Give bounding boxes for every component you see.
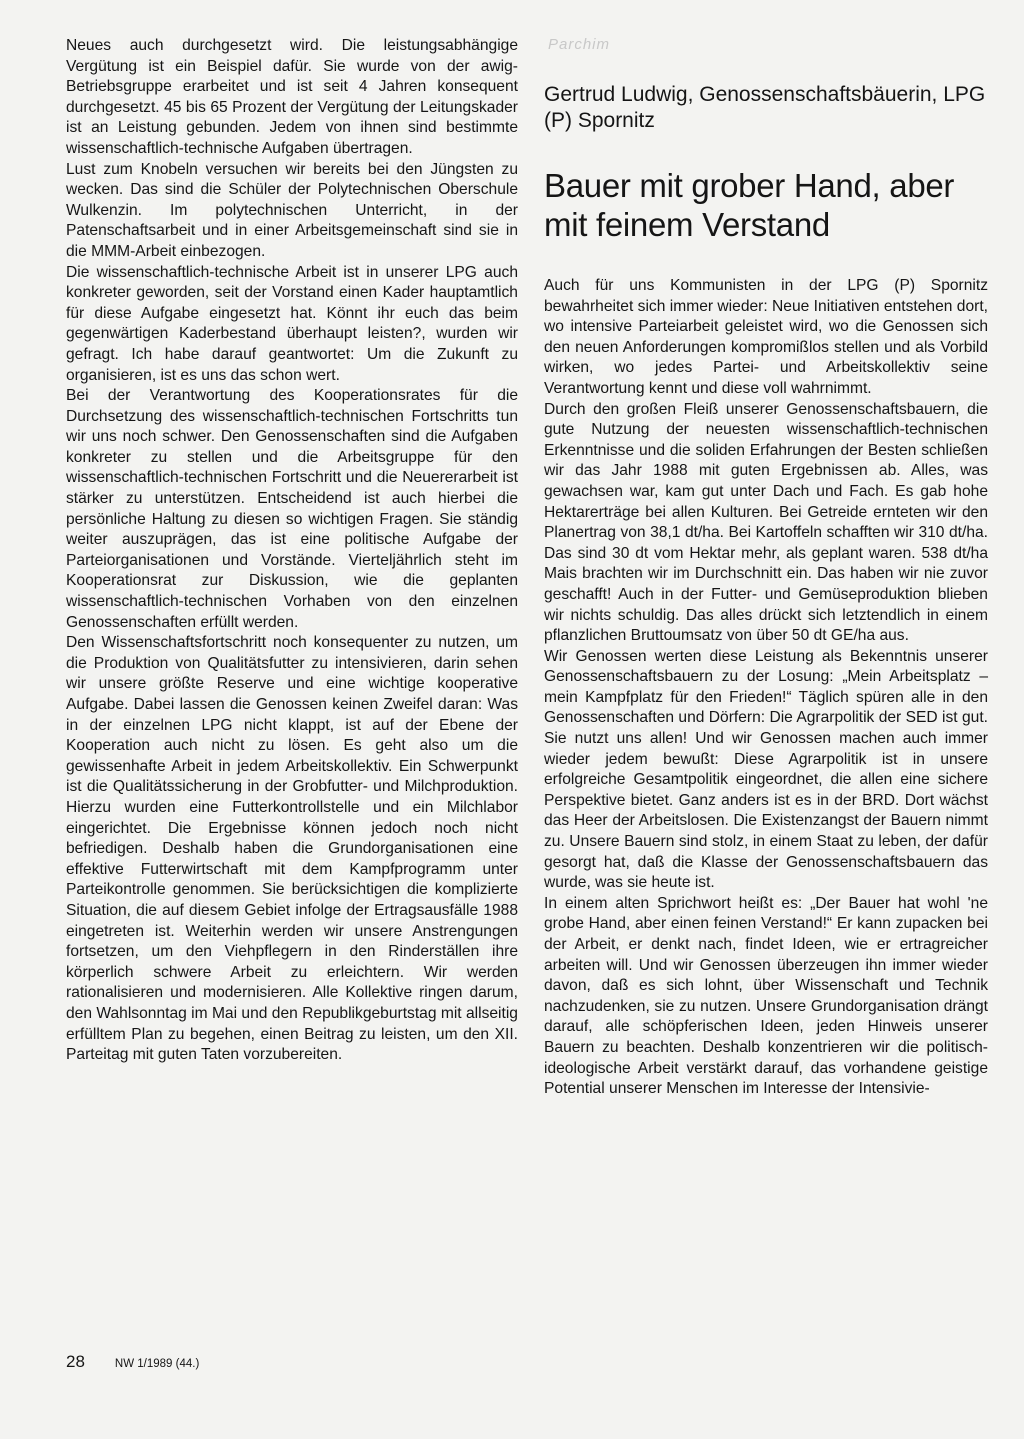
issue-label: NW 1/1989 (44.) <box>114 1358 200 1370</box>
article-headline: Bauer mit grober Hand, aber mit feinem Verstand <box>544 167 955 243</box>
article-paragraph: Den Wissenschaftsfortschritt noch konsequenter zu nutzen, um die Produktion von Qualitätsfutter zu intensivieren, darin sehen wir unsere größte Reserve und eine wichtige kooperative Aufgabe. Dabei lassen die Genossen keinen Zweifel daran: Was in der einzelnen LPG nicht klappt, ist auf der Ebene der Kooperation auch nicht zu lösen. Es geht also um die gewissenhafte Arbeit in jedem Arbeitskollektiv. Ein Schwerpunkt ist die Qualitätssicherung in der Grobfutter- und Milchproduktion. Hierzu wurden eine Futterkontrollstelle und ein Milchlabor eingerichtet. Die Ergebnisse können jedoch noch nicht befriedigen. Deshalb haben die Grundorganisationen eine effektive Futterwirtschaft mit dem Kampfprogramm unter Parteikontrolle genommen. Sie berücksichtigen die komplizierte Situation, die auf diesem Gebiet infolge der Ertragsausfälle 1988 eingetreten ist. Weiterhin werden wir unsere Anstrengungen fortsetzen, um den Viehpflegern in den Rinderställen ihre körperlich schwere Arbeit zu erleichtern. Wir werden rationalisieren und modernisieren. Alle Kollektive ringen darum, den Wahlsonntag im Mai und den Republikgeburtstag mit allseitig erfülltem Plan zu begehen, einen Beitrag zu leisten, um den XII. Parteitag mit guten Taten vorzubereiten. <box>66 634 518 1064</box>
article-paragraph: Neues auch durchgesetzt wird. Die leistungsabhängige Vergütung ist ein Beispiel dafür. Sie wurde von der awig-Betriebsgruppe erarbeitet und ist seit 4 Jahren konsequent durchgesetzt. 45 bis 65 Prozent der Vergütung der Leitungskader ist an Leistung gebunden. Jedem von ihnen sind bestimmte wissenschaftlich-technische Aufgaben übertragen. <box>66 37 518 157</box>
article-paragraph: Durch den großen Fleiß unserer Genossenschaftsbauern, die gute Nutzung der neuesten wissenschaftlich-technischen Erkenntnisse und die soliden Erfahrungen der Besten schließen wir das Jahr 1988 mit guten Ergebnissen ab. Alles, was gewachsen war, kam gut unter Dach und Fach. Es gab hohe Hektarerträge bei allen Kulturen. Bei Getreide ernteten wir den Planertrag von 38,1 dt/ha. Bei Kartoffeln schafften wir 310 dt/ha. Das sind 30 dt vom Hektar mehr, als geplant waren. 538 dt/ha Mais brachten wir im Durchschnitt ein. Das haben wir nie zuvor geschafft! Auch in der Futter- und Gemüseproduktion blieben wir nichts schuldig. Das alles drückt sich letztendlich in einem pflanzlichen Bruttoumsatz von über 50 dt GE/ha aus. <box>544 400 988 645</box>
article-paragraph: Auch für uns Kommunisten in der LPG (P) Spornitz bewahrheitet sich immer wieder: Neue Initiativen entstehen dort, wo intensive Parteiarbeit geleistet wird, wo die Genossen sich den neuen Anforderungen kompromißlos stellen und als Vorbild wirken, wo jedes Partei- und Arbeitskollektiv seine Verantwortung kennt und diese voll wahrnimmt. <box>544 277 988 397</box>
page-footer <box>66 1352 199 1372</box>
page-number: 28 <box>66 1352 85 1371</box>
article-paragraph: Wir Genossen werten diese Leistung als Bekenntnis unserer Genossenschaftsbauern zu der Losung: „Mein Arbeitsplatz – mein Kampfplatz für den Frieden!“ Täglich spüren alle in den Genossenschaften und Dörfern: Die Agrarpolitik der SED ist gut. Sie nutzt uns allen! Und wir Genossen machen auch immer wieder jedem bewußt: Diese Agrarpolitik ist in unsere erfolgreiche Gesamtpolitik eingeordnet, die allen eine sichere Perspektive bietet. Ganz anders ist es in der BRD. Dort wächst das Heer der Arbeitslosen. Die Existenzangst der Bauern nimmt zu. Unsere Bauern sind stolz, in einem Staat zu leben, der dafür gesorgt hat, daß die Klasse der Genossenschaftsbauern das wurde, was sie heute ist. <box>544 647 988 892</box>
left-column <box>66 36 518 1066</box>
article-paragraph: Lust zum Knobeln versuchen wir bereits bei den Jüngsten zu wecken. Das sind die Schüler der Polytechnischen Oberschule Wulkenzin. Im polytechnischen Unterricht, in der Patenschaftsarbeit und in einer Arbeitsgemeinschaft sind sie in die MMM-Arbeit einbezogen. <box>66 160 518 260</box>
author-line: Gertrud Ludwig, Genossenschaftsbäuerin, LPG (P) Spornitz <box>544 83 986 132</box>
article-paragraph: Bei der Verantwortung des Kooperationsrates für die Durchsetzung des wissenschaftlich-technischen Fortschritts tun wir uns noch schwer. Den Genossenschaften sind die Aufgaben konkreter zu stellen und die Arbeitsgruppe für den wissenschaftlich-technischen Fortschritt und die Neuererarbeit ist stärker zu unterstützen. Entscheidend ist auch hierbei die persönliche Haltung zu diesen so wichtigen Fragen. Sie ständig weiter auszuprägen, das ist eine politische Aufgabe der Parteiorganisationen und Vorstände. Vierteljährlich steht im Kooperationsrat zur Diskussion, wie die geplanten wissenschaftlich-technischen Vorhaben von den einzelnen Genossenschaften erfüllt werden. <box>66 387 518 631</box>
article-paragraph: Die wissenschaftlich-technische Arbeit ist in unserer LPG auch konkreter geworden, seit der Vorstand einen Kader hauptamtlich für diese Aufgabe eingesetzt hat. Könnt ihr euch das beim gegenwärtigen Kaderbestand überhaupt leisten?, wurden wir gefragt. Ich habe darauf geantwortet: Um die Zukunft zu organisieren, ist es uns das schon wert. <box>66 263 518 384</box>
watermark-stamp: Parchim <box>548 36 611 53</box>
right-column <box>544 276 988 1100</box>
article-paragraph: In einem alten Sprichwort heißt es: „Der Bauer hat wohl 'ne grobe Hand, aber einen feinen Verstand!“ Er kann zupacken bei der Arbeit, er denkt nach, findet Ideen, wie er ertragreicher arbeiten will. Und wir Genossen überzeugen ihn immer wieder davon, daß es sich lohnt, über Wissenschaft und Technik nachzudenken, sie zu nutzen. Unsere Grundorganisation drängt darauf, alle schöpferischen Ideen, jeden Hinweis unserer Bauern zu beachten. Deshalb konzentrieren wir die politisch-ideologische Arbeit verstärkt darauf, das vorhandene geistige Potential unserer Menschen im Interesse der Intensivie- <box>544 894 988 1098</box>
